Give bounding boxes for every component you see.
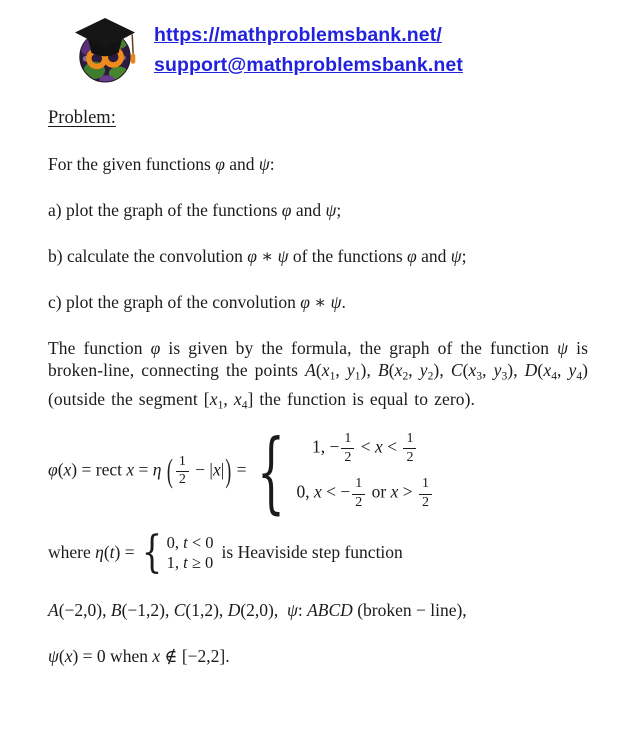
header-links <box>154 20 463 80</box>
heaviside-definition-line <box>48 526 588 578</box>
eta-brace: { <box>141 526 162 578</box>
problem-body <box>48 108 588 667</box>
description-paragraph: The function φ is given by the formula, the graph of the function ψ is broken-line, connecting the points $A(x_1$, $y_1$), $B(x_2$, $y_2$), $C(x_3$, $y_3$), $D(x_4$, $y_4$) (outside the segment [$x_1$, $x_4$] the function is equal to zero). <box>48 338 589 411</box>
points-line: A(−2,0), B(−1,2), C(1,2), D(2,0), ψ: ABCD (broken − line), <box>48 599 467 620</box>
intro-line: For the given functions φ and ψ: <box>48 154 275 174</box>
phi-case-1: 1, − $\frac{1}{2}$ < x < $\frac{1}{2}$ <box>312 432 418 465</box>
psi-zero-line: ψ(x) = 0 when x ∉ [−2,2]. <box>48 645 230 666</box>
support-email-link[interactable]: support@mathproblemsbank.net <box>154 54 463 76</box>
phi-case-2: 0, x < − $\frac{1}{2}$ or x > $\frac{1}{2}$ <box>296 477 434 510</box>
eta-case-1: 0, t < 0 <box>166 532 214 552</box>
phi-definition-formula <box>48 419 588 523</box>
website-link[interactable]: https://mathproblemsbank.net/ <box>154 24 442 46</box>
phi-formula-lhs: φ(x) = rect x = η ( $\frac{1}{2}$ − |x|) = <box>48 452 247 489</box>
task-c: c) plot the graph of the convolution φ ∗ ψ. <box>48 292 346 312</box>
problem-heading: Problem: <box>48 108 116 128</box>
phi-cases <box>296 426 434 517</box>
site-header <box>74 8 588 94</box>
cases-brace: { <box>257 419 286 523</box>
eta-case-2: 1, t ≥ 0 <box>166 552 214 572</box>
heaviside-label: is Heaviside step function <box>221 542 403 563</box>
eta-lhs: where η(t) = <box>48 542 135 563</box>
eta-cases <box>167 533 214 573</box>
task-a: a) plot the graph of the functions φ and ψ; <box>48 200 342 220</box>
task-b: b) calculate the convolution φ ∗ ψ of the functions φ and ψ; <box>48 246 467 266</box>
mathproblemsbank-logo <box>74 12 138 88</box>
